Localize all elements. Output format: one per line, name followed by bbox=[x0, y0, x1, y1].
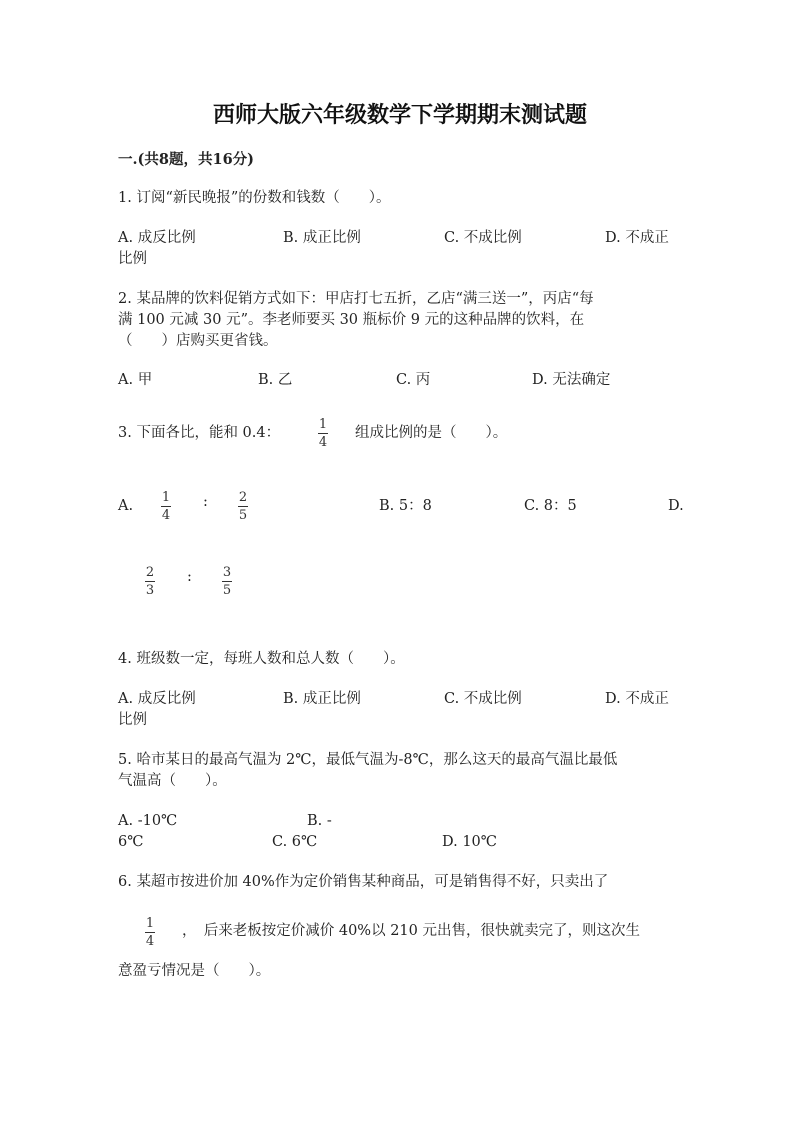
fraction-denominator: 4 bbox=[318, 435, 328, 450]
question-2-option-d: D. 无法确定 bbox=[532, 372, 611, 388]
question-6-line-2: ， 后来老板按定价减价 40%以 210 元出售，很快就卖完了，则这次生 bbox=[182, 923, 640, 939]
question-4-stem: 4. 班级数一定，每班人数和总人数（ ）。 bbox=[118, 651, 405, 667]
question-5-option-c: C. 6℃ bbox=[272, 834, 318, 850]
question-4-option-c: C. 不成比例 bbox=[444, 691, 522, 707]
fraction-numerator: 2 bbox=[238, 490, 248, 505]
question-1-option-b: B. 成正比例 bbox=[283, 230, 361, 246]
fraction-denominator: 5 bbox=[222, 583, 232, 598]
question-4-option-b: B. 成正比例 bbox=[283, 691, 361, 707]
question-3-option-d-fraction-1 bbox=[145, 565, 155, 598]
question-1-option-d: D. 不成正 bbox=[605, 230, 669, 246]
question-5-line-1: 5. 哈市某日的最高气温为 2℃，最低气温为-8℃，那么这天的最高气温比最低 bbox=[118, 752, 618, 768]
question-3-option-c: C. 8：5 bbox=[524, 498, 577, 514]
question-6-line-3: 意盈亏情况是（ ）。 bbox=[118, 963, 271, 979]
question-3-stem-b: 组成比例的是（ ）。 bbox=[355, 425, 508, 441]
fraction-bar bbox=[238, 506, 248, 507]
fraction-bar bbox=[222, 581, 232, 582]
question-3-option-a-label: A. bbox=[118, 498, 134, 514]
fraction-numerator: 1 bbox=[145, 916, 155, 931]
question-4-option-d-cont: 比例 bbox=[118, 712, 147, 728]
fraction-denominator: 4 bbox=[145, 934, 155, 949]
question-5-line-2: 气温高（ ）。 bbox=[118, 773, 227, 789]
question-5-option-b: B. - bbox=[307, 813, 332, 829]
question-2-line-1: 2. 某品牌的饮料促销方式如下：甲店打七五折，乙店“满三送一”，丙店“每 bbox=[118, 291, 594, 307]
fraction-denominator: 5 bbox=[238, 508, 248, 523]
question-4-option-d: D. 不成正 bbox=[605, 691, 669, 707]
question-5-option-b-cont: 6℃ bbox=[118, 834, 144, 850]
question-1-option-a: A. 成反比例 bbox=[118, 230, 196, 246]
section-heading: 一.(共8题，共16分) bbox=[118, 151, 255, 168]
fraction-numerator: 1 bbox=[161, 490, 171, 505]
question-6-line-1: 6. 某超市按进价加 40%作为定价销售某种商品，可是销售得不好，只卖出了 bbox=[118, 874, 609, 890]
question-3-option-a-fraction-1 bbox=[161, 490, 171, 523]
question-2-option-a: A. 甲 bbox=[118, 372, 153, 388]
fraction-numerator: 2 bbox=[145, 565, 155, 580]
fraction-denominator: 4 bbox=[161, 508, 171, 523]
fraction-bar bbox=[161, 506, 171, 507]
question-3-option-d-colon: : bbox=[187, 569, 192, 585]
fraction-denominator: 3 bbox=[145, 583, 155, 598]
question-5-option-a: A. -10℃ bbox=[118, 813, 178, 829]
fraction-numerator: 3 bbox=[222, 565, 232, 580]
fraction-bar bbox=[145, 932, 155, 933]
question-3-option-b: B. 5：8 bbox=[379, 498, 432, 514]
question-1-option-c: C. 不成比例 bbox=[444, 230, 522, 246]
fraction-bar bbox=[145, 581, 155, 582]
question-2-line-2: 满 100 元减 30 元”。李老师要买 30 瓶标价 9 元的这种品牌的饮料，在 bbox=[118, 312, 585, 328]
question-3-option-a-colon: : bbox=[203, 494, 208, 510]
question-4-option-a: A. 成反比例 bbox=[118, 691, 196, 707]
question-2-line-3: （ ）店购买更省钱。 bbox=[118, 333, 278, 349]
question-3-option-d-fraction-2 bbox=[222, 565, 232, 598]
question-1-option-d-cont: 比例 bbox=[118, 251, 147, 267]
question-1-stem: 1. 订阅“新民晚报”的份数和钱数（ ）。 bbox=[118, 190, 391, 206]
fraction-bar bbox=[318, 433, 328, 434]
question-3-option-a-fraction-2 bbox=[238, 490, 248, 523]
question-2-option-c: C. 丙 bbox=[396, 372, 431, 388]
question-5-option-d: D. 10℃ bbox=[442, 834, 497, 850]
fraction-numerator: 1 bbox=[318, 417, 328, 432]
question-6-fraction bbox=[145, 916, 155, 949]
question-2-option-b: B. 乙 bbox=[258, 372, 293, 388]
question-3-stem-a: 3. 下面各比，能和 0.4： bbox=[118, 425, 281, 441]
question-3-fraction bbox=[318, 417, 328, 450]
question-3-option-d-label: D. bbox=[668, 498, 684, 514]
page-title: 西师大版六年级数学下学期期末测试题 bbox=[212, 102, 587, 128]
